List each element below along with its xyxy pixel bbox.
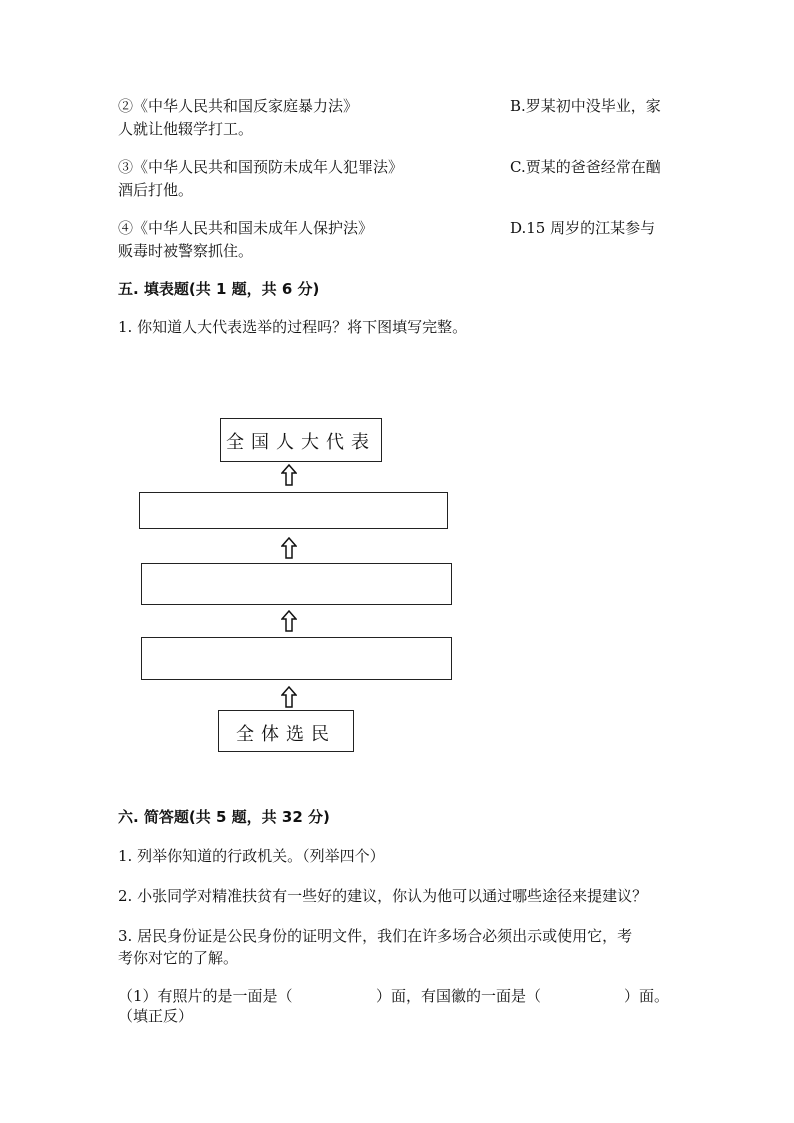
- subquestion-1-part-c: ）面。: [624, 987, 670, 1005]
- matching-right-d: D.15 周岁的江某参与: [510, 219, 656, 237]
- blank-box-lower[interactable]: [141, 637, 452, 680]
- box-national-deputies-label: 全国人大代表: [226, 432, 376, 453]
- matching-right-c: C.贾某的爸爸经常在酗: [510, 158, 661, 176]
- question-6-3-line2: 考你对它的了解。: [118, 949, 239, 967]
- subquestion-1-part-b: ）面，有国徽的一面是（: [376, 987, 542, 1005]
- section-six-title: 六. 简答题(共 5 题，共 32 分): [118, 808, 330, 826]
- subquestion-1-line2: （填正反）: [118, 1007, 194, 1025]
- section-five-title: 五. 填表题(共 1 题，共 6 分): [118, 280, 320, 298]
- box-all-voters: [218, 710, 354, 752]
- box-national-deputies: [220, 418, 382, 462]
- box-all-voters-label: 全体选民: [236, 724, 336, 745]
- up-arrow-icon: [281, 610, 297, 632]
- question-6-3-line1: 3. 居民身份证是公民身份的证明文件，我们在许多场合必须出示或使用它，考: [118, 927, 633, 945]
- matching-left-4: ④《中华人民共和国未成年人保护法》: [118, 219, 374, 237]
- matching-cont-b: 人就让他辍学打工。: [118, 120, 254, 138]
- up-arrow-icon: [281, 537, 297, 559]
- blank-box-middle[interactable]: [141, 563, 452, 605]
- subquestion-1-part-a: （1）有照片的是一面是（: [118, 987, 293, 1005]
- matching-right-b: B.罗某初中没毕业，家: [510, 97, 661, 115]
- up-arrow-icon: [281, 686, 297, 708]
- question-6-1: 1. 列举你知道的行政机关。（列举四个）: [118, 847, 385, 865]
- question-6-2: 2. 小张同学对精准扶贫有一些好的建议，你认为他可以通过哪些途径来提建议？: [118, 887, 648, 905]
- matching-cont-c: 酒后打他。: [118, 181, 194, 199]
- blank-box-upper[interactable]: [139, 492, 448, 529]
- matching-left-2: ②《中华人民共和国反家庭暴力法》: [118, 97, 359, 115]
- matching-cont-d: 贩毒时被警察抓住。: [118, 242, 254, 260]
- up-arrow-icon: [281, 464, 297, 486]
- question-5-1: 1. 你知道人大代表选举的过程吗？将下图填写完整。: [118, 318, 468, 336]
- matching-left-3: ③《中华人民共和国预防未成年人犯罪法》: [118, 158, 404, 176]
